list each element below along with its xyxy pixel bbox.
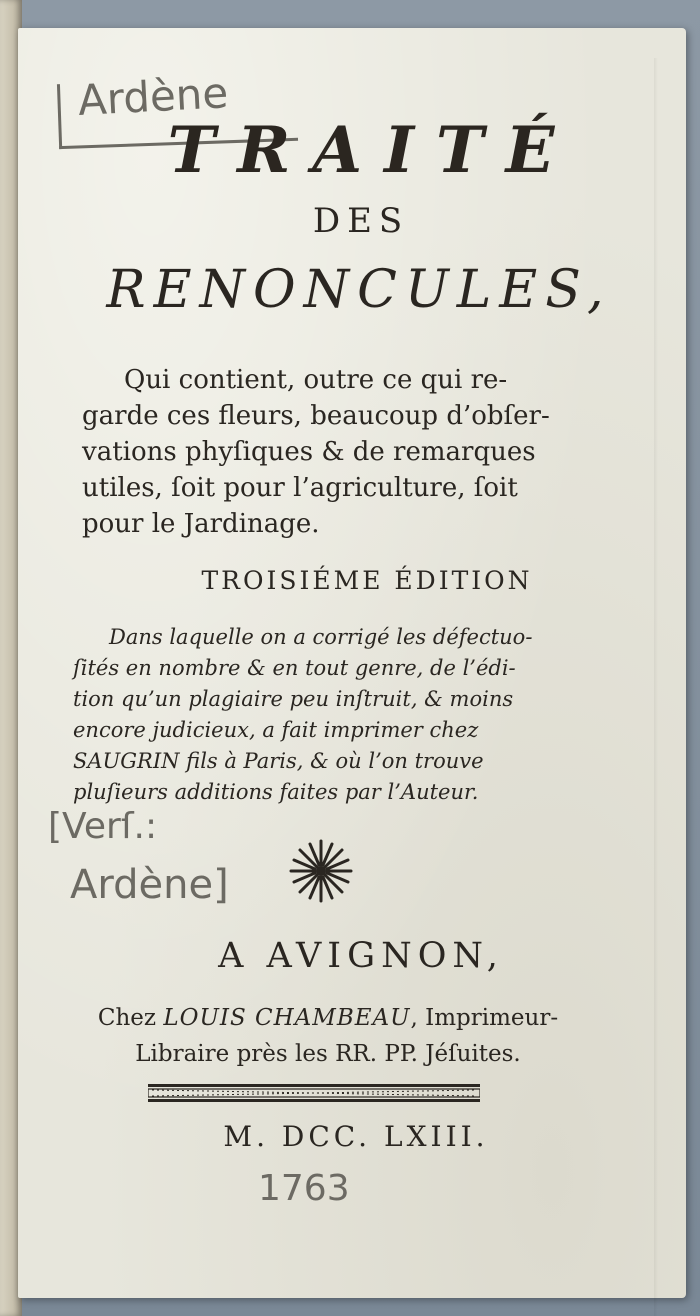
edition-note-line: pluſieurs additions faites par l’Auteur.	[73, 780, 479, 804]
description-line: garde ces fleurs, beaucoup d’obſer-	[82, 401, 550, 431]
edition-note-line: tion qu’un plagiaire peu inſtruit, & moins	[73, 687, 514, 711]
decorative-rule	[148, 1083, 480, 1103]
handwritten-author-note: Ardène	[76, 68, 230, 125]
imprint-suffix: , Imprimeur-	[410, 1005, 559, 1031]
description-paragraph	[82, 362, 582, 542]
description-line: Qui contient, outre ce qui re-	[124, 365, 508, 395]
description-line: pour le Jardinage.	[82, 509, 320, 539]
edition-note	[73, 622, 578, 808]
imprint-place: A AVIGNON,	[218, 936, 504, 976]
printer-ornament-icon	[286, 836, 356, 906]
imprint-block	[68, 1000, 588, 1072]
edition-heading: TROISIÉME ÉDITION	[201, 566, 533, 595]
publication-date: M. DCC. LXIII.	[223, 1120, 489, 1153]
title-traite: TRAITÉ	[167, 113, 577, 188]
edition-note-line: SAUGRIN fils à Paris, & où l’on trouve	[73, 749, 484, 773]
description-line: vations phyſiques & de remarques	[82, 437, 536, 467]
imprint-line1	[68, 1000, 588, 1036]
imprint-printer: LOUIS CHAMBEAU	[163, 1005, 411, 1031]
imprint-prefix: Chez	[97, 1005, 157, 1031]
title-des: DES	[312, 201, 410, 241]
edition-note-line: Dans laquelle on a corrigé les défectuo-	[109, 625, 533, 649]
edition-note-line: encore judicieux, a fait imprimer chez	[73, 718, 479, 742]
imprint-line2: Libraire près les RR. PP. Jéſuites.	[135, 1041, 521, 1067]
handwritten-attribution-line1: [Verſ.:	[48, 806, 158, 847]
handwritten-year: 1763	[258, 1168, 350, 1209]
title-renoncules: RENONCULES,	[106, 260, 612, 320]
title-page	[18, 28, 686, 1298]
handwritten-attribution-line2: Ardène]	[70, 862, 229, 908]
edition-note-line: ſités en nombre & en tout genre, de l’édi-	[73, 656, 516, 680]
description-line: utiles, ſoit pour l’agriculture, ſoit	[82, 473, 518, 503]
